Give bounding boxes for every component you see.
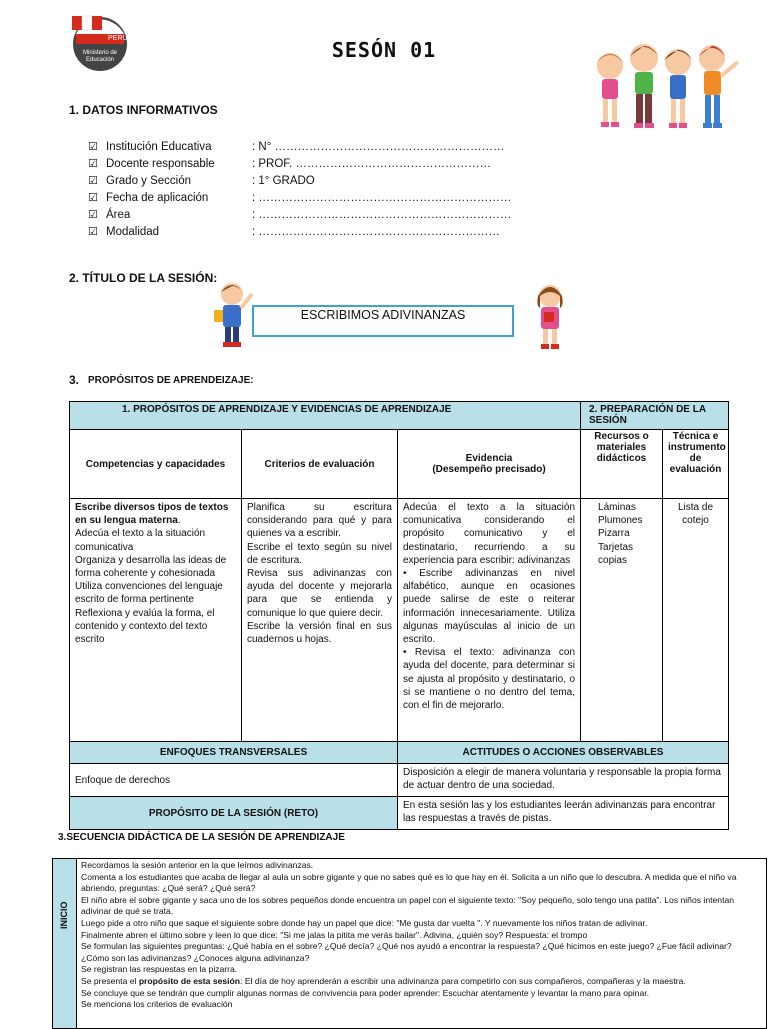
reto-header: PROPÓSITO DE LA SESIÓN (RETO) <box>70 797 398 830</box>
sequence-line-criterios: Se menciona los criterios de evaluación <box>81 999 233 1010</box>
evidencia-sublabel: (Desempeño precisado) <box>432 464 546 475</box>
col-header-recursos: Recursos o materiales didácticos <box>581 430 663 499</box>
info-row <box>88 190 511 207</box>
enfoque-cell: Enfoque de derechos <box>70 764 398 797</box>
session-title-box: ESCRIBIMOS ADIVINANZAS <box>252 305 514 337</box>
sequence-heading: 3.SECUENCIA DIDÁCTICA DE LA SESIÓN DE APRENDIZAJE <box>58 832 345 843</box>
info-value: : PROF. …………………………………………… <box>252 158 491 170</box>
evidencia-cell: Adecúa el texto a la situación comunicativa considerando el propósito comunicativo y el destinatario, recurriendo a su experiencia para escribir: adivinanzas • Escribe adivinanzas en nivel alfabético, aunque en ocasiones puede salirse de este o reiterar información innecesariamente. Utiliza algunas mayúsculas al inicio de un escrito. • Revisa el texto: adivinanza con ayuda del docente, para determinar si se ajusta al propósito y destinatario, o si se mantiene o no dentro del tema, con el fin de mejorarlo. <box>398 499 581 742</box>
info-value: : ………………………………………………………… <box>252 192 512 204</box>
competencia-title: Escribe diversos tipos de textos en su lengua materna <box>75 502 229 527</box>
logo-ministry-line2: Educación <box>85 57 115 63</box>
sequence-table <box>52 858 767 1029</box>
boy-illustration <box>210 280 256 348</box>
col-header-criterios: Criterios de evaluación <box>242 430 398 499</box>
criterios-cell: Planifica su escritura considerando para qué y para quienes va a escribir. Escribe el texto según su nivel de escritura. Revisa sus adivinanzas con ayuda del docente y mejorarla para que se entienda y comunique lo que quiere decir. Escribe la versión final en sus cuadernos u hojas. <box>242 499 398 742</box>
evidencia-label: Evidencia <box>465 453 513 464</box>
actitud-cell: Disposición a elegir de manera voluntaria y responsable la propia forma de actuar dentro de una sociedad. <box>398 764 729 797</box>
sequence-line: Finalmente abren el último sobre y leen lo que dice: "Si me jalas la pitita me verás bailar". Adivina, ¿quién soy? Respuesta: el trompo <box>81 929 588 940</box>
checkbox-icon: ☑ <box>88 141 98 153</box>
children-illustration <box>582 36 744 132</box>
logo-ministry-line1: Ministerio de <box>82 50 118 56</box>
logo-country: PERÚ <box>108 35 128 42</box>
sequence-content <box>77 859 767 1029</box>
info-label: Institución Educativa <box>106 141 212 153</box>
info-value: : N° …………………………………………………… <box>252 141 505 153</box>
sequence-line: Se registran las respuestas en la pizarra. <box>81 964 238 975</box>
competencias-cell: Escribe diversos tipos de textos en su lengua materna. Adecúa el texto a la situación comunicativa Organiza y desarrolla las ideas de forma coherente y cohesionada Utiliza convenciones del lenguaje escrito de forma pertinente Reflexiona y evalúa la forma, el contenido y contexto del texto escrito <box>70 499 242 742</box>
phase-cell <box>53 859 77 1029</box>
sequence-line: Luego pide a otro niño que saque el siguiente sobre donde hay un papel que dice: "Me gusta dar vuelta ". Y nuevamente los niños tratan de adivinar. <box>81 917 648 928</box>
info-value: : ………………………………………………………… <box>252 209 512 221</box>
tecnica-cell: Lista de cotejo <box>663 499 729 742</box>
proposito-bold: propósito de esta sesión <box>138 975 241 986</box>
checkbox-icon: ☑ <box>88 209 98 221</box>
info-row <box>88 156 511 173</box>
checkbox-icon: ☑ <box>88 226 98 238</box>
col-header-evidencia <box>398 430 581 499</box>
sequence-line-normas: Se concluye que se tendrán que cumplir algunas normas de convivencia para poder aprender: Escuchar atentamente y levantar la mano para opinar. <box>81 987 650 998</box>
section-propositos-number: 3. <box>69 373 80 387</box>
info-label: Área <box>106 209 131 221</box>
checkbox-icon: ☑ <box>88 158 98 170</box>
info-row <box>88 207 511 224</box>
col-header-tecnica: Técnica e instrumento de evaluación <box>663 430 729 499</box>
info-label: Grado y Sección <box>106 175 192 187</box>
sequence-line-proposito <box>81 976 762 988</box>
girl-illustration <box>530 282 570 350</box>
info-row <box>88 224 511 241</box>
sequence-line: Recordamos la sesión anterior en la que leímos adivinanzas. <box>81 860 314 870</box>
phase-label: INICIO <box>59 901 69 929</box>
info-label: Modalidad <box>106 226 160 238</box>
section-propositos-heading: PROPÓSITOS DE APRENDEIZAJE: <box>88 375 254 386</box>
competencia-capacidades: Adecúa el texto a la situación comunicativa Organiza y desarrolla las ideas de forma coherente y cohesionada Utiliza convenciones del lenguaje escrito de forma pertinente Reflexiona y evalúa la forma, el contenido y contexto del texto escrito <box>75 528 227 646</box>
actitudes-header: ACTITUDES O ACCIONES OBSERVABLES <box>398 742 729 764</box>
proposito-pre: Se presenta el <box>81 975 139 986</box>
proposito-post: : El día de hoy aprenderán a escribir una adivinanza para competirlo con sus compañeros, compañeras y la maestra. <box>240 975 686 986</box>
info-row <box>88 173 511 190</box>
sequence-line: Comenta a los estudiantes que acaba de llegar al aula un sobre gigante y que no sabes qué es lo que hay en él. Solicita a un niño que lo descubra. A medida que el niño va abriendo, preguntas: ¿Qué será? ¿Qué será? <box>81 871 737 894</box>
section-datos-heading: 1. DATOS INFORMATIVOS <box>69 103 218 117</box>
enfoques-header: ENFOQUES TRANSVERSALES <box>70 742 398 764</box>
sequence-line: Se formulan las siguientes preguntas: ¿Qué había en el sobre? ¿Qué decía? ¿Qué nos ayudó a encontrar la respuesta? ¿Qué hicimos en este juego? ¿Fue fácil adivinar? ¿Cómo son las adivinanzas? ¿Conoces alguna adivinanza? <box>81 941 732 963</box>
reto-cell: En esta sesión las y los estudiantes leerán adivinanzas para encontrar las respuestas a través de pistas. <box>398 797 729 830</box>
table-header-propositos: 1. PROPÓSITOS DE APRENDIZAJE Y EVIDENCIAS DE APRENDIZAJE <box>70 402 581 430</box>
info-value: : ……………………………………………………… <box>252 226 500 238</box>
info-row <box>88 139 511 156</box>
page-title: SESÓN 01 <box>331 38 437 62</box>
purposes-table <box>69 401 729 830</box>
datos-informativos-list <box>88 139 511 241</box>
checkbox-icon: ☑ <box>88 175 98 187</box>
info-value: : 1° GRADO <box>252 175 315 187</box>
section-titulo-heading: 2. TÍTULO DE LA SESIÓN: <box>69 271 218 285</box>
sequence-line: El niño abre el sobre gigante y saca uno de los sobres pequeños donde encuentra un papel con el siguiente texto: "Soy pequeño, solo tengo una patita". Los niños intentan adivinar de qué se trata. <box>81 894 735 917</box>
recursos-cell: Láminas Plumones Pizarra Tarjetas copias <box>581 499 663 742</box>
info-label: Fecha de aplicación <box>106 192 209 204</box>
checkbox-icon: ☑ <box>88 192 98 204</box>
info-label: Docente responsable <box>106 158 215 170</box>
col-header-competencias: Competencias y capacidades <box>70 430 242 499</box>
table-header-preparacion: 2. PREPARACIÓN DE LA SESIÓN <box>581 402 729 430</box>
